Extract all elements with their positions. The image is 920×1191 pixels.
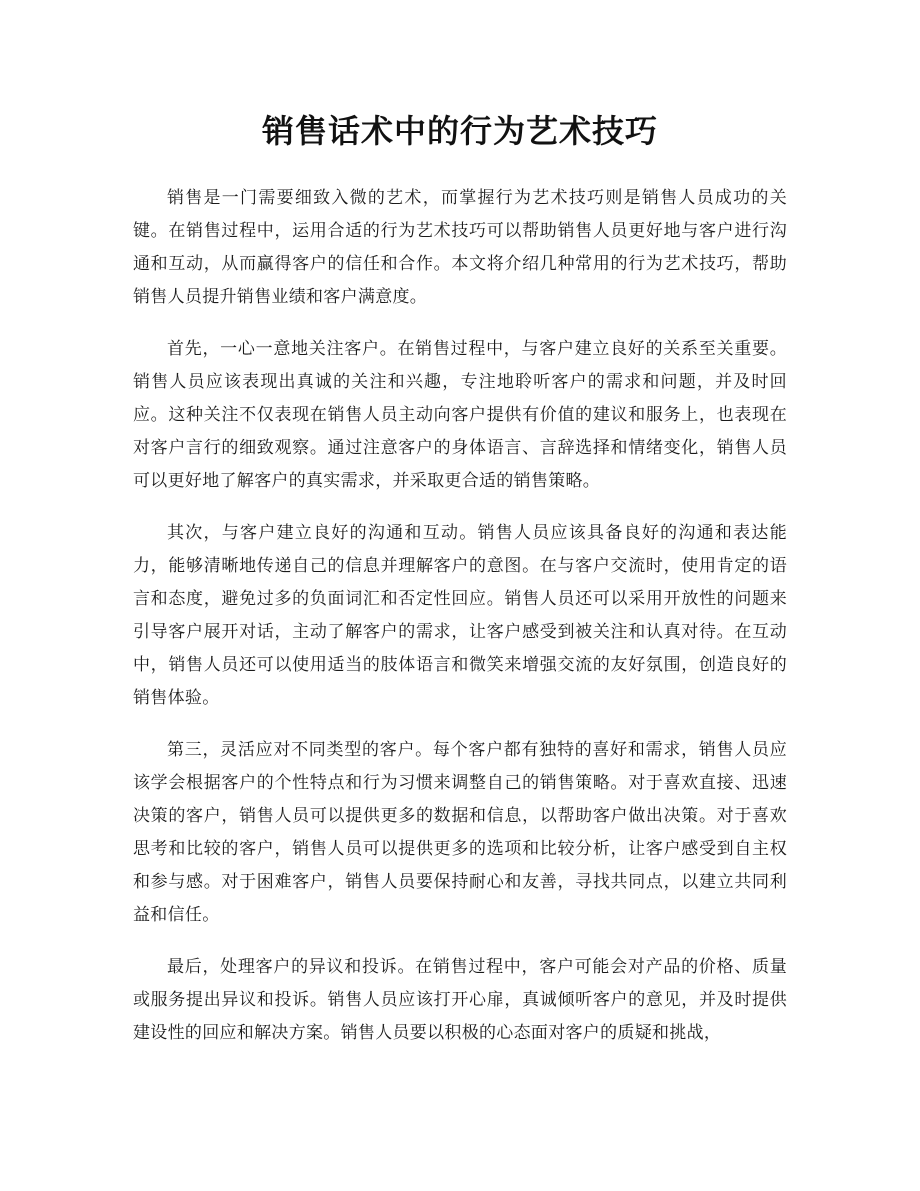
- document-title: 销售话术中的行为艺术技巧: [261, 112, 658, 150]
- document-body: [133, 182, 787, 1069]
- paragraph-intro: 销售是一门需要细致入微的艺术，而掌握行为艺术技巧则是销售人员成功的关键。在销售过程中，运用合适的行为艺术技巧可以帮助销售人员更好地与客户进行沟通和互动，从而赢得客户的信任和合作。本文将介绍几种常用的行为艺术技巧，帮助销售人员提升销售业绩和客户满意度。: [133, 188, 787, 307]
- paragraph-second: 其次，与客户建立良好的沟通和互动。销售人员应该具备良好的沟通和表达能力，能够清晰地传递自己的信息并理解客户的意图。在与客户交流时，使用肯定的语言和态度，避免过多的负面词汇和否定性回应。销售人员还可以采用开放性的问题来引导客户展开对话，主动了解客户的需求，让客户感受到被关注和认真对待。在互动中，销售人员还可以使用适当的肢体语言和微笑来增强交流的友好氛围，创造良好的销售体验。: [133, 523, 787, 708]
- paragraph-third: 第三，灵活应对不同类型的客户。每个客户都有独特的喜好和需求，销售人员应该学会根据客户的个性特点和行为习惯来调整自己的销售策略。对于喜欢直接、迅速决策的客户，销售人员可以提供更多的数据和信息，以帮助客户做出决策。对于喜欢思考和比较的客户，销售人员可以提供更多的选项和比较分析，让客户感受到自主权和参与感。对于困难客户，销售人员要保持耐心和友善，寻找共同点，以建立共同利益和信任。: [133, 740, 787, 925]
- paragraph-first: 首先，一心一意地关注客户。在销售过程中，与客户建立良好的关系至关重要。销售人员应该表现出真诚的关注和兴趣，专注地聆听客户的需求和问题，并及时回应。这种关注不仅表现在销售人员主动向客户提供有价值的建议和服务上，也表现在对客户言行的细致观察。通过注意客户的身体语言、言辞选择和情绪变化，销售人员可以更好地了解客户的真实需求，并采取更合适的销售策略。: [133, 339, 787, 491]
- paragraph-last: 最后，处理客户的异议和投诉。在销售过程中，客户可能会对产品的价格、质量或服务提出异议和投诉。销售人员应该打开心扉，真诚倾听客户的意见，并及时提供建设性的回应和解决方案。销售人员要以积极的心态面对客户的质疑和挑战，: [133, 957, 787, 1043]
